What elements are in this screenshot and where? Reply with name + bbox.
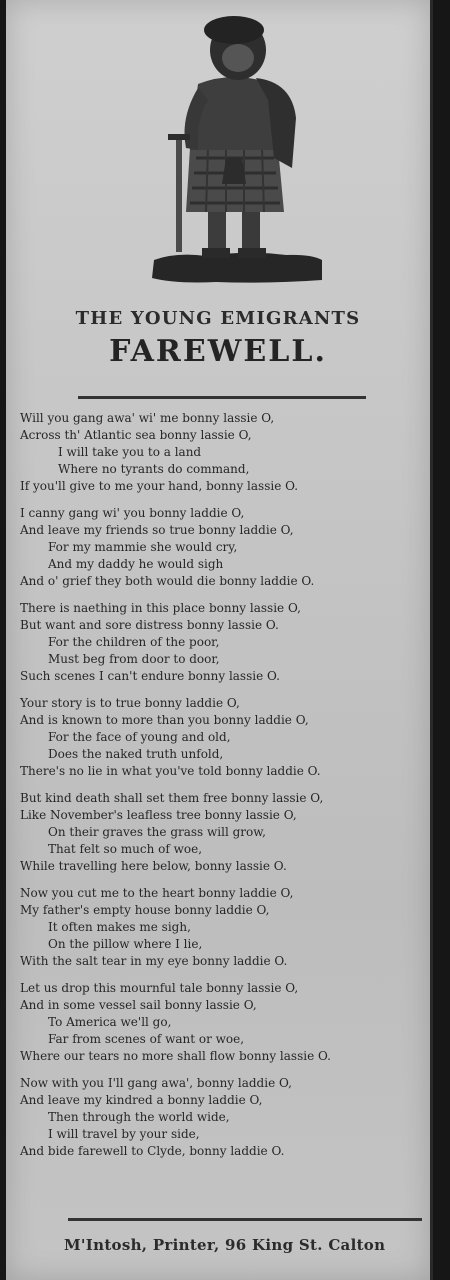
verse-line: I will take you to a land <box>58 445 202 459</box>
verse-line: Will you gang awa' wi' me bonny lassie O, <box>20 411 275 425</box>
stanza <box>20 790 424 875</box>
verse-line: There is naething in this place bonny lassie O, <box>20 601 301 615</box>
verse-line: For the face of young and old, <box>48 730 231 744</box>
verse-line: And o' grief they both would die bonny laddie O. <box>20 574 315 588</box>
verse-line: My father's empty house bonny laddie O, <box>20 903 270 917</box>
verse-line: And in some vessel sail bonny lassie O, <box>20 998 257 1012</box>
stanza <box>20 600 424 685</box>
verse-line: For my mammie she would cry, <box>48 540 238 554</box>
stanza <box>20 505 424 590</box>
broadside-sheet <box>6 0 433 1280</box>
top-divider <box>78 396 366 399</box>
stanza <box>20 885 424 970</box>
verse-line: I will travel by your side, <box>48 1127 200 1141</box>
printer-imprint: M'Intosh, Printer, 96 King St. Calton <box>64 1236 386 1254</box>
stanza <box>20 980 424 1065</box>
verse-line: There's no lie in what you've told bonny laddie O. <box>20 764 321 778</box>
bottom-divider <box>68 1218 422 1221</box>
title-line-2: FAREWELL. <box>109 334 327 369</box>
verse-line: Such scenes I can't endure bonny lassie O. <box>20 669 280 683</box>
verse-line: And my daddy he would sigh <box>48 557 224 571</box>
verse-line: It often makes me sigh, <box>48 920 191 934</box>
verse-line: And bide farewell to Clyde, bonny laddie O. <box>20 1144 285 1158</box>
verse-line: Like November's leafless tree bonny lassie O, <box>20 808 297 822</box>
verse-line: On their graves the grass will grow, <box>48 825 266 839</box>
verse-line: Then through the world wide, <box>48 1110 230 1124</box>
verse-line: On the pillow where I lie, <box>48 937 203 951</box>
verse-line: Does the naked truth unfold, <box>48 747 224 761</box>
verse-line: I canny gang wi' you bonny laddie O, <box>20 506 245 520</box>
verse-line: Must beg from door to door, <box>48 652 220 666</box>
verse-line: But kind death shall set them free bonny lassie O, <box>20 791 324 805</box>
verse-line: If you'll give to me your hand, bonny lassie O. <box>20 479 299 493</box>
stanza <box>20 1075 424 1160</box>
verse-line: Now you cut me to the heart bonny laddie O, <box>20 886 294 900</box>
title-line-1: THE YOUNG EMIGRANTS <box>75 308 361 329</box>
highlander-figure-woodcut-icon <box>146 8 326 288</box>
verse-line: For the children of the poor, <box>48 635 220 649</box>
verse-line: Where our tears no more shall flow bonny lassie O. <box>20 1049 331 1063</box>
verse-line: Across th' Atlantic sea bonny lassie O, <box>20 428 252 442</box>
verse-line: And leave my kindred a bonny laddie O, <box>20 1093 263 1107</box>
verse-line: Far from scenes of want or woe, <box>48 1032 245 1046</box>
verse-line: Now with you I'll gang awa', bonny laddie O, <box>20 1076 292 1090</box>
verse-line: Let us drop this mournful tale bonny lassie O, <box>20 981 299 995</box>
verse-line: Your story is to true bonny laddie O, <box>20 696 240 710</box>
verse-line: With the salt tear in my eye bonny laddie O. <box>20 954 288 968</box>
verse-line: To America we'll go, <box>48 1015 172 1029</box>
stanza <box>20 695 424 780</box>
verse-line: And is known to more than you bonny laddie O, <box>20 713 309 727</box>
verse-line: That felt so much of woe, <box>48 842 203 856</box>
verse-line: While travelling here below, bonny lassie O. <box>20 859 287 873</box>
poem-body <box>20 410 424 1170</box>
verse-line: But want and sore distress bonny lassie O. <box>20 618 279 632</box>
verse-line: And leave my friends so true bonny laddie O, <box>20 523 294 537</box>
stanza <box>20 410 424 495</box>
verse-line: Where no tyrants do command, <box>58 462 250 476</box>
